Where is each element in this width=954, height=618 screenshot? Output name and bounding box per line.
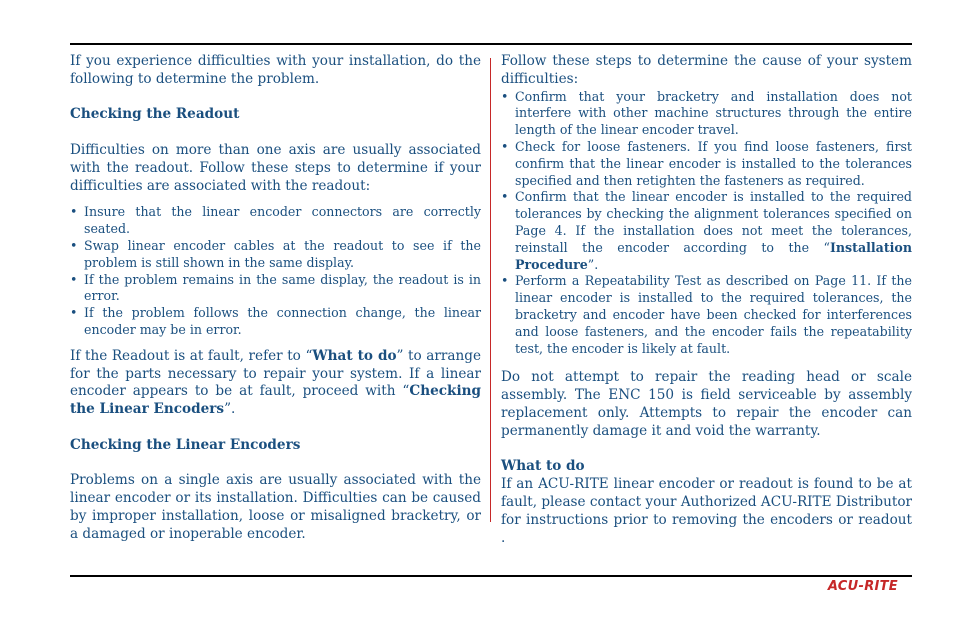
steps-bullet-list [501, 89, 912, 358]
list-item: • If the problem remains in the same display, the readout is in error. [70, 271, 481, 304]
heading-what-to-do: What to do [501, 458, 585, 475]
heading-checking-encoders: Checking the Linear Encoders [70, 436, 301, 453]
bullet-icon: • [501, 273, 509, 289]
fault-paragraph: If the Readout is at fault, refer to “What to do” to arrange for the parts necessary to repair your system. If a linear encoder appears to be at fault, proceed with “Checking the Linear Encoders”. [70, 347, 481, 418]
list-item: • Check for loose fasteners. If you find loose fasteners, first confirm that the linear encoder is installed to the tolerances specified and then retighten the fasteners as required. [501, 138, 912, 188]
bullet-icon: • [501, 138, 509, 154]
footer-rule [70, 575, 912, 577]
warning-paragraph: Do not attempt to repair the reading head or scale assembly. The ENC 150 is field serviceable by assembly replacement only. Attempts to repair the encoder can permanently damage it and void the warranty. [501, 369, 912, 439]
right-column [501, 53, 912, 547]
readout-paragraph: Difficulties on more than one axis are usually associated with the readout. Follow these steps to determine if your difficulties are associated with the readout: [70, 141, 481, 194]
bullet-icon: • [70, 237, 78, 253]
encoders-paragraph: Problems on a single axis are usually associated with the linear encoder or its installation. Difficulties can be caused by improper installation, loose or misaligned bracketry, or a damaged or inoperable encoder. [70, 472, 481, 542]
bullet-icon: • [501, 189, 509, 205]
steps-intro-paragraph: Follow these steps to determine the cause of your system difficulties: [501, 53, 912, 87]
brand-logo: ACU-RITE [827, 579, 898, 594]
bullet-icon: • [70, 204, 78, 220]
list-item: • Insure that the linear encoder connectors are correctly seated. [70, 204, 481, 237]
list-item: • Confirm that your bracketry and installation does not interfere with other machine structures through the entire length of the linear encoder travel. [501, 88, 912, 138]
readout-bullet-list [70, 204, 481, 338]
list-item: • If the problem follows the connection change, the linear encoder may be in error. [70, 305, 481, 337]
list-item: • Confirm that the linear encoder is installed to the required tolerances by checking the alignment tolerances specified on Page 4. If the installation does not meet the tolerances, reinstall the encoder according to the “Installation Procedure”. [501, 189, 912, 272]
list-item: • Perform a Repeatability Test as described on Page 11. If the linear encoder is installed to the required tolerances, the bracketry and encoder have been checked for interferences and loose fasteners, and the encoder fails the repeatability test, the encoder is likely at fault. [501, 273, 912, 356]
bullet-icon: • [70, 271, 78, 287]
left-column [70, 53, 481, 544]
intro-paragraph: If you experience difficulties with your installation, do the following to determine the problem. [70, 53, 481, 87]
header-rule [70, 43, 912, 45]
what-to-do-paragraph: If an ACU-RITE linear encoder or readout is found to be at fault, please contact your Authorized ACU-RITE Distributor for instructions prior to removing the encoders or readout . [501, 476, 912, 546]
bullet-icon: • [501, 88, 509, 104]
list-item: • Swap linear encoder cables at the readout to see if the problem is still shown in the same display. [70, 237, 481, 270]
bullet-icon: • [70, 305, 78, 321]
heading-checking-readout: Checking the Readout [70, 106, 240, 123]
column-divider [490, 58, 491, 522]
